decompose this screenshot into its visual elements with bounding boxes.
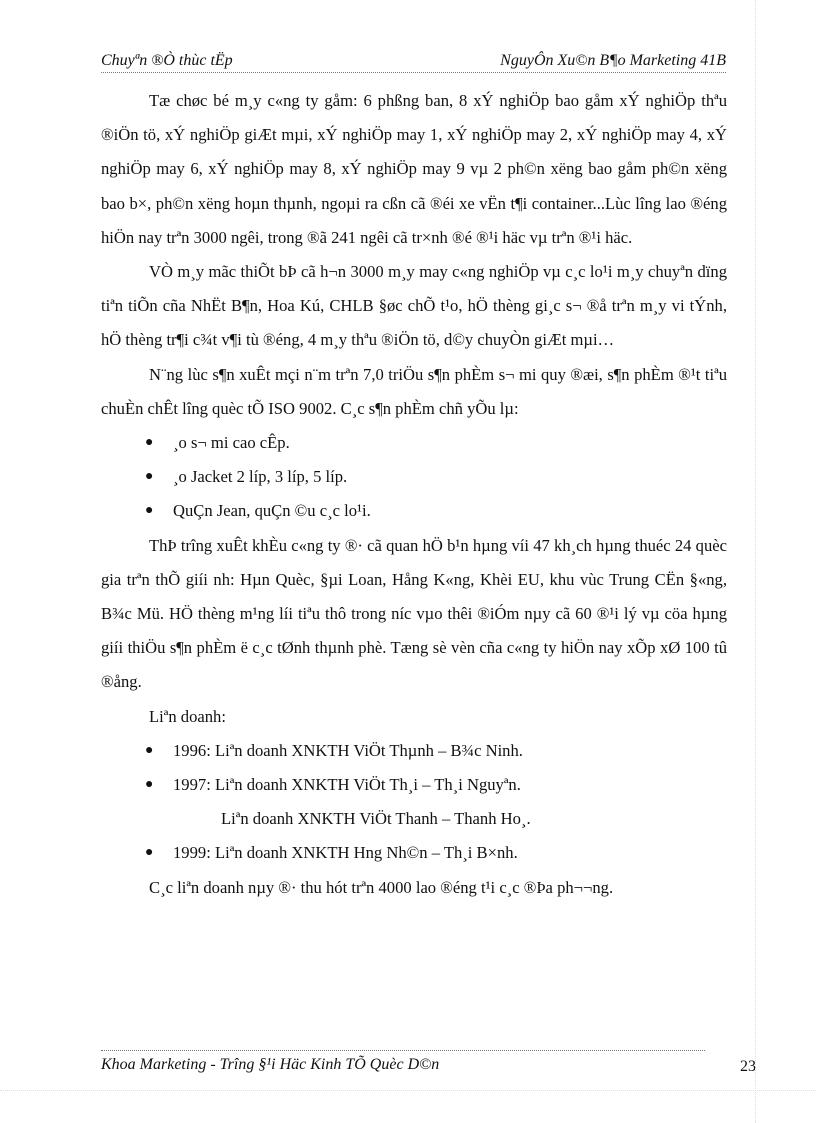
product-list-item: ● QuÇn Jean, quÇn ©u c¸c lo¹i. [101,494,727,528]
closing-paragraph: C¸c liªn doanh nµy ®· thu hót trªn 4000 lao ®éng t¹i c¸c ®Þa ph¬¬ng. [149,877,614,897]
joint-venture-item: ● 1996: Liªn doanh XNKTH ViÖt Thµnh – B¾c Ninh. [101,734,727,768]
footer-divider [101,1050,705,1051]
joint-venture-item: ● 1997: Liªn doanh XNKTH ViÖt Th¸i – Th¸i Nguyªn. [101,768,727,802]
paragraph-capacity: N¨ng lùc s¶n xuÊt mçi n¨m trªn 7,0 triÖu s¶n phÈm s¬ mi quy ®æi, s¶n phÈm ®¹t tiªu chuÈn chÊt lîng quèc tÕ ISO 9002. C¸c s¶n phÈm chñ yÕu lµ: [101,364,727,418]
header-left-text: Chuyªn ®Ò thùc tËp [101,52,233,69]
bullet-icon: ● [145,777,154,793]
paragraph-market: ThÞ trîng xuÊt khÈu c«ng ty ®· cã quan hÖ b¹n hµng víi 47 kh¸ch hµng thuéc 24 quèc gia trªn thÕ giíi nh: Hµn Quèc, §µi Loan, Hång K«ng, Khèi EU, khu vùc Trung CËn §«ng, B¾c Mü. HÖ thèng m¹ng líi tiªu thô trong níc vµo thêi ®iÓm nµy cã 60 ®¹i lý vµ cöa hµng giíi thiÖu s¶n phÈm ë c¸c tØnh thµnh phè. Tæng sè vèn cña c«ng ty hiÖn nay xÕp xØ 100 tû ®ång. [101,535,727,692]
bullet-icon: ● [145,469,154,485]
product-list-item: ● ¸o s¬ mi cao cÊp. [101,426,727,460]
bullet-icon: ● [145,435,154,451]
joint-venture-title: Liªn doanh: [149,706,226,726]
joint-venture-continuation: Liªn doanh XNKTH ViÖt Thanh – Thanh Ho¸. [221,809,531,829]
bullet-icon: ● [145,503,154,519]
page-border-bottom [0,1090,816,1091]
document-body [101,84,727,905]
bullet-icon: ● [145,742,154,758]
footer-text: Khoa Marketing - Trîng §¹i Häc Kinh TÕ Quèc D©n [101,1056,440,1073]
paragraph-equipment: VÒ m¸y mãc thiÕt bÞ cã h¬n 3000 m¸y may c«ng nghiÖp vµ c¸c lo¹i m¸y chuyªn dïng tiªn tiÕn cña NhËt B¶n, Hoa Kú, CHLB §øc chÕ t¹o, hÖ thèng gi¸c s¬ ®å trªn m¸y vi tÝnh, hÖ thèng tr¶i c¾t v¶i tù ®éng, 4 m¸y thªu ®iÖn tö, d©y chuyÒn giÆt mµi… [101,262,727,350]
page-number: 23 [740,1058,756,1075]
page-header [101,50,726,73]
paragraph-organization: Tæ chøc bé m¸y c«ng ty gåm: 6 phßng ban, 8 xÝ nghiÖp bao gåm xÝ nghiÖp thªu ®iÖn tö, xÝ nghiÖp giÆt mµi, xÝ nghiÖp may 1, xÝ nghiÖp may 2, xÝ nghiÖp may 4, xÝ nghiÖp may 6, xÝ nghiÖp may 8, xÝ nghiÖp may 9 vµ 2 ph©n xëng bao gåm ph©n xëng bao b×, ph©n xëng hoµn thµnh, ngoµi ra cßn cã ®éi xe vËn t¶i container...Lùc lîng lao ®éng hiÖn nay trªn 3000 ngêi, trong ®ã 241 ngêi cã tr×nh ®é ®¹i häc vµ trªn ®¹i häc. [101,91,727,247]
joint-venture-item: ● 1999: Liªn doanh XNKTH Hng Nh©n – Th¸i B×nh. [101,836,727,870]
header-right-text: NguyÔn Xu©n B¶o Marketing 41B [500,52,726,69]
product-list-item: ● ¸o Jacket 2 líp, 3 líp, 5 líp. [101,460,727,494]
page-border-right [755,0,756,1123]
bullet-icon: ● [145,845,154,861]
